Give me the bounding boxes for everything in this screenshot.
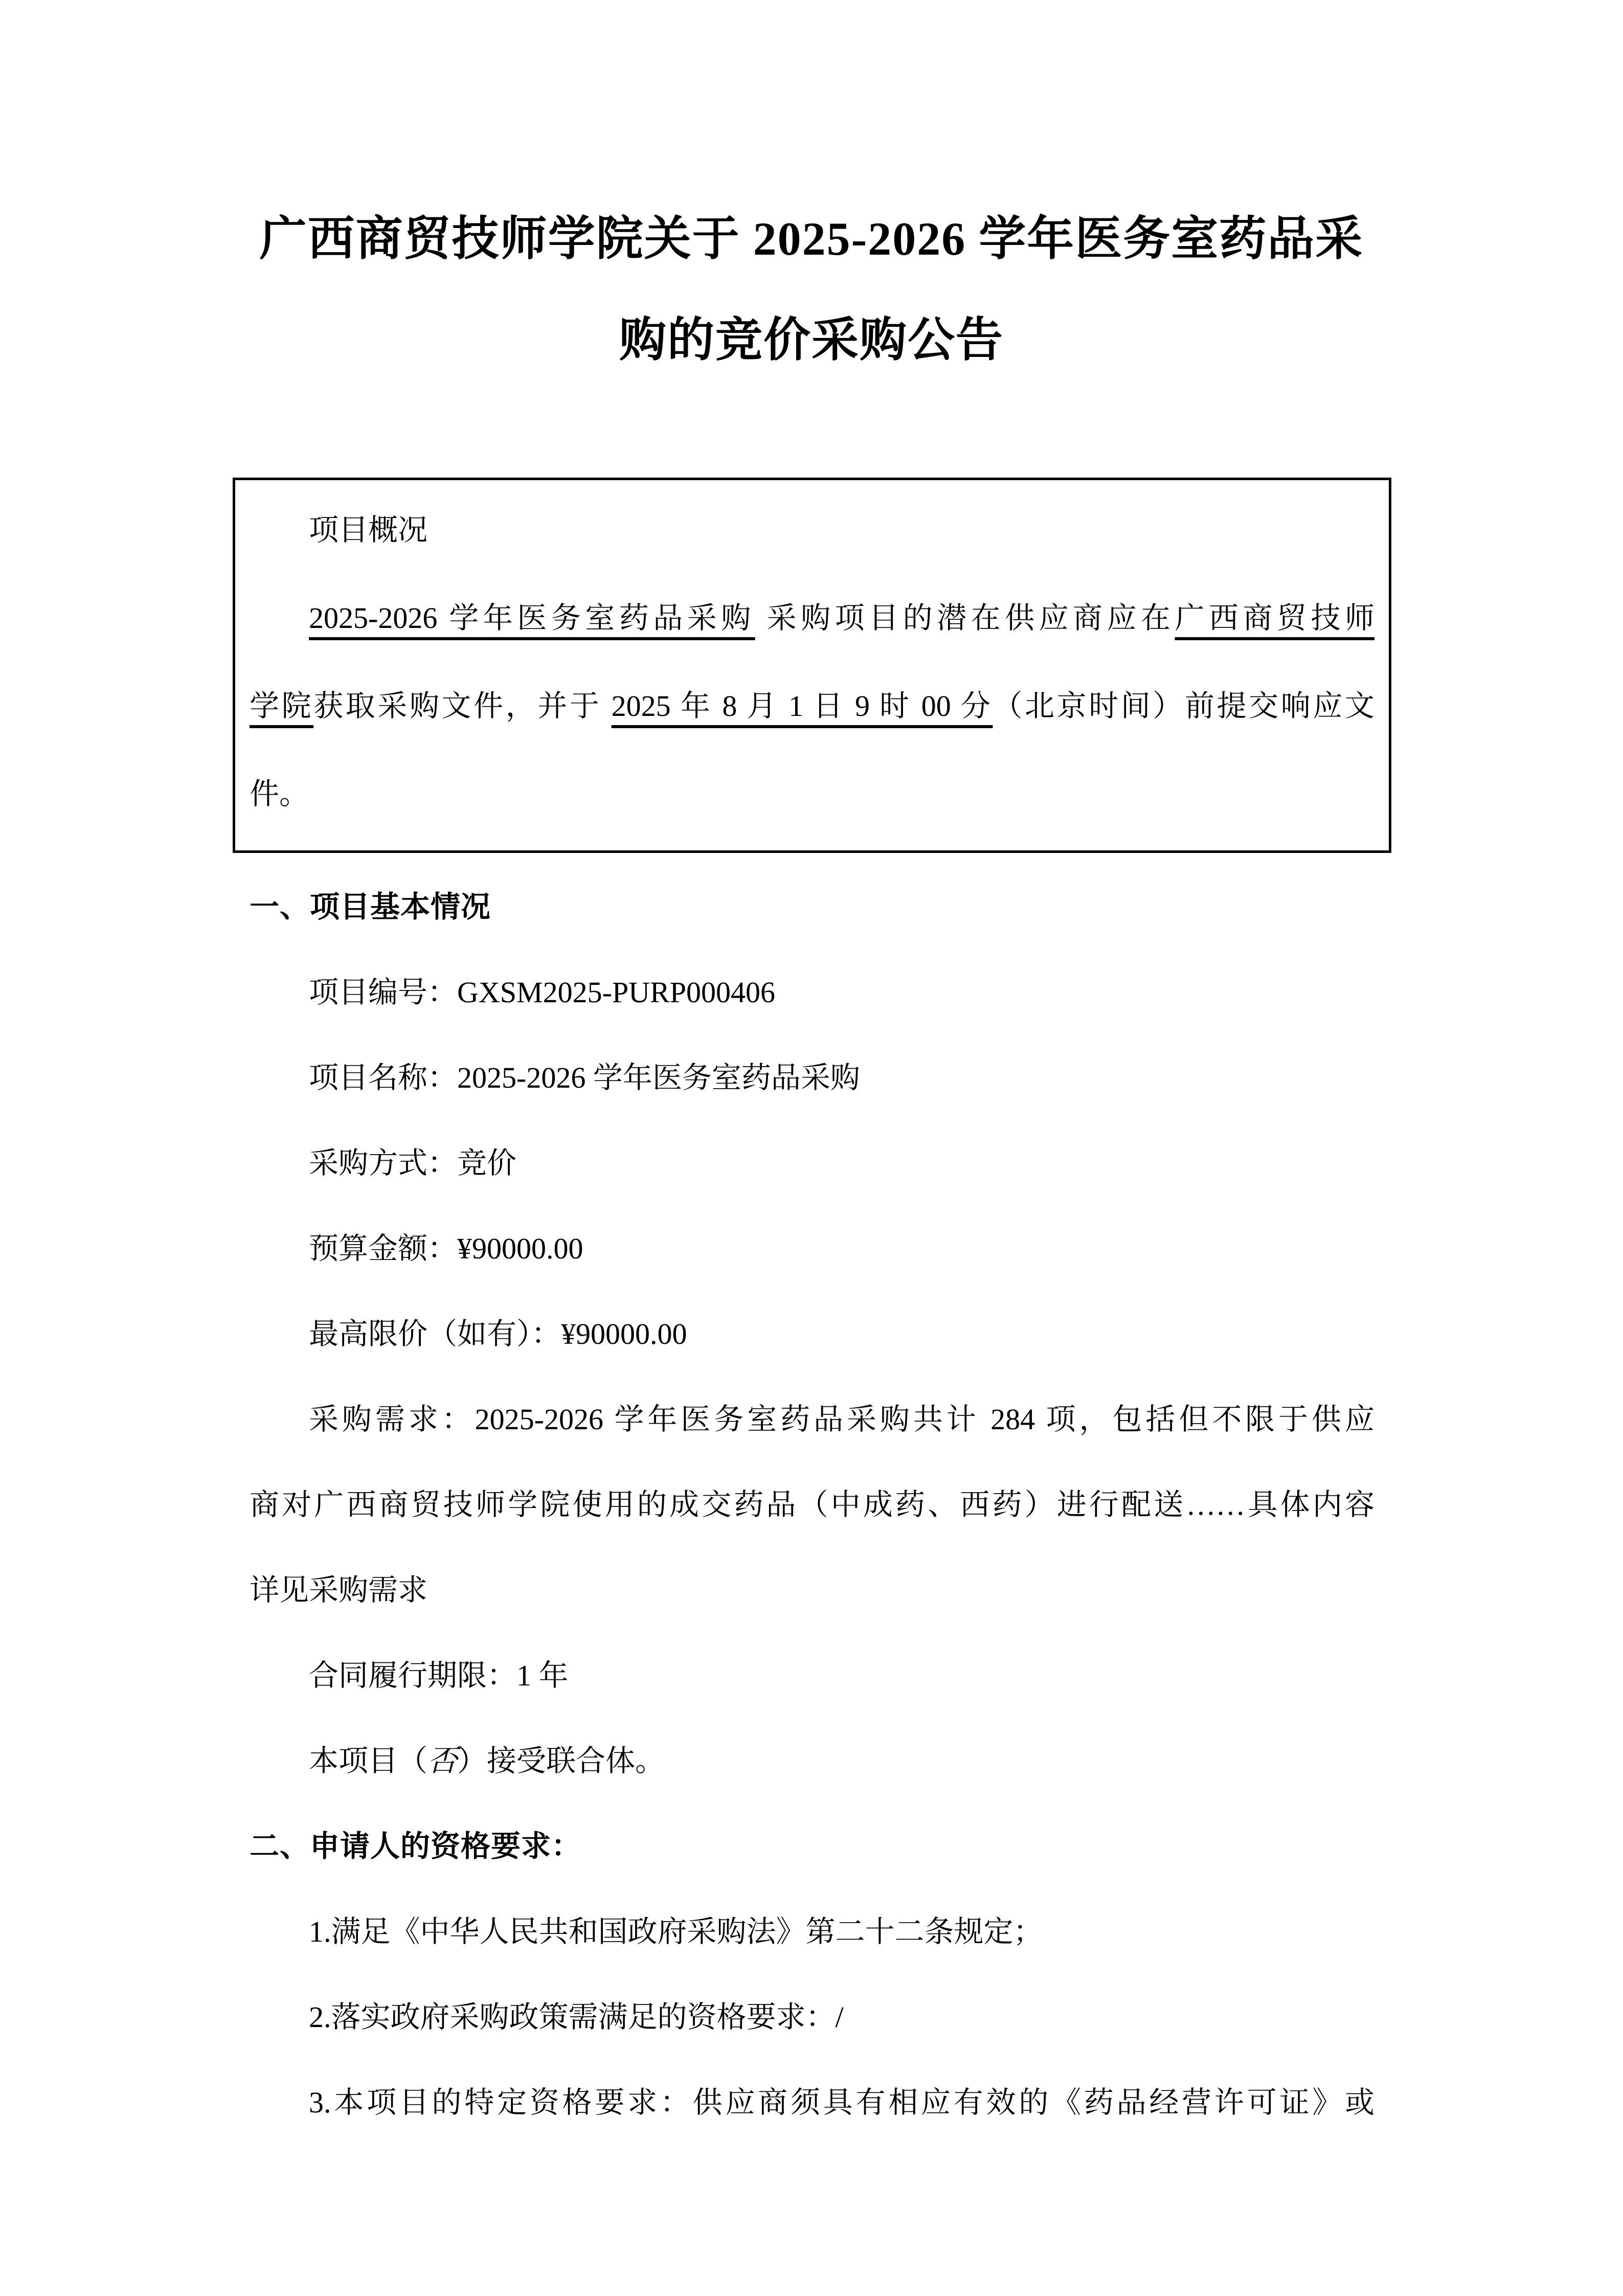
text-line: [250, 662, 1374, 750]
section-heading: [250, 1804, 1374, 1889]
document-content: [250, 478, 1374, 2145]
underlined-text: 2025-2026 学年医务室药品采购: [309, 601, 755, 635]
text-line: [250, 1889, 1374, 1974]
text-segment: 否: [427, 1744, 458, 1777]
text-segment: 商对广西商贸技师学院使用的成交药品（中成药、西药）进行配送……具体内容: [250, 1488, 1374, 1521]
text-segment: 采购项目的潜在供应商应在: [755, 601, 1175, 635]
text-line: [250, 1291, 1374, 1377]
text-segment: 1.满足《中华人民共和国政府采购法》第二十二条规定；: [309, 1915, 1043, 1948]
project-overview-box: [233, 478, 1391, 853]
text-segment: 最高限价（如有）：¥90000.00: [309, 1317, 687, 1350]
text-line: [250, 486, 1374, 574]
text-line: [250, 750, 1374, 838]
underlined-text: 广西商贸技师: [1175, 601, 1374, 635]
text-line: [250, 1120, 1374, 1206]
text-line: [250, 1547, 1374, 1633]
underlined-text: 2025 年 8 月 1 日 9 时 00 分: [611, 689, 993, 723]
document-title: [0, 0, 1623, 391]
text-segment: 本项目（: [309, 1744, 428, 1777]
document-body: [250, 864, 1374, 2145]
text-line: [250, 2060, 1374, 2145]
text-line: [250, 574, 1374, 662]
text-line: [250, 1974, 1374, 2060]
text-segment: 项目编号：GXSM2025-PURP000406: [309, 976, 775, 1009]
text-segment: ）接受联合体。: [457, 1744, 665, 1777]
text-line: [250, 950, 1374, 1035]
text-segment: 采购方式：竞价: [309, 1146, 517, 1180]
text-segment: 3.本项目的特定资格要求：供应商须具有相应有效的《药品经营许可证》或: [309, 2086, 1374, 2119]
text-line: [250, 1206, 1374, 1291]
text-segment: 采购需求：2025-2026 学年医务室药品采购共计 284 项，包括但不限于供应: [309, 1403, 1374, 1436]
text-segment: 项目概况: [309, 513, 428, 547]
text-line: [250, 1718, 1374, 1804]
text-segment: 获取采购文件，并于: [313, 689, 612, 723]
text-segment: 件。: [250, 777, 309, 811]
text-segment: 详见采购需求: [250, 1573, 428, 1607]
text-segment: 合同履行期限：1 年: [309, 1659, 569, 1692]
text-segment: 2.落实政府采购政策需满足的资格要求：/: [309, 2000, 844, 2034]
text-segment: 项目名称：2025-2026 学年医务室药品采购: [309, 1061, 860, 1094]
section-heading: [250, 864, 1374, 950]
title-line-1: 广西商贸技师学院关于 2025-2026 学年医务室药品采: [259, 213, 1364, 265]
text-line: [250, 1377, 1374, 1462]
text-line: [250, 1462, 1374, 1547]
text-line: [250, 1035, 1374, 1120]
title-line-2: 购的竞价采购公告: [619, 314, 1004, 366]
text-segment: （北京时间）前提交响应文: [993, 689, 1374, 723]
text-line: [250, 1633, 1374, 1718]
underlined-text: 学院: [250, 689, 314, 723]
text-segment: 预算金额：¥90000.00: [309, 1232, 583, 1265]
text-segment: 二、申请人的资格要求：: [250, 1830, 582, 1863]
text-segment: 一、项目基本情况: [250, 890, 491, 924]
